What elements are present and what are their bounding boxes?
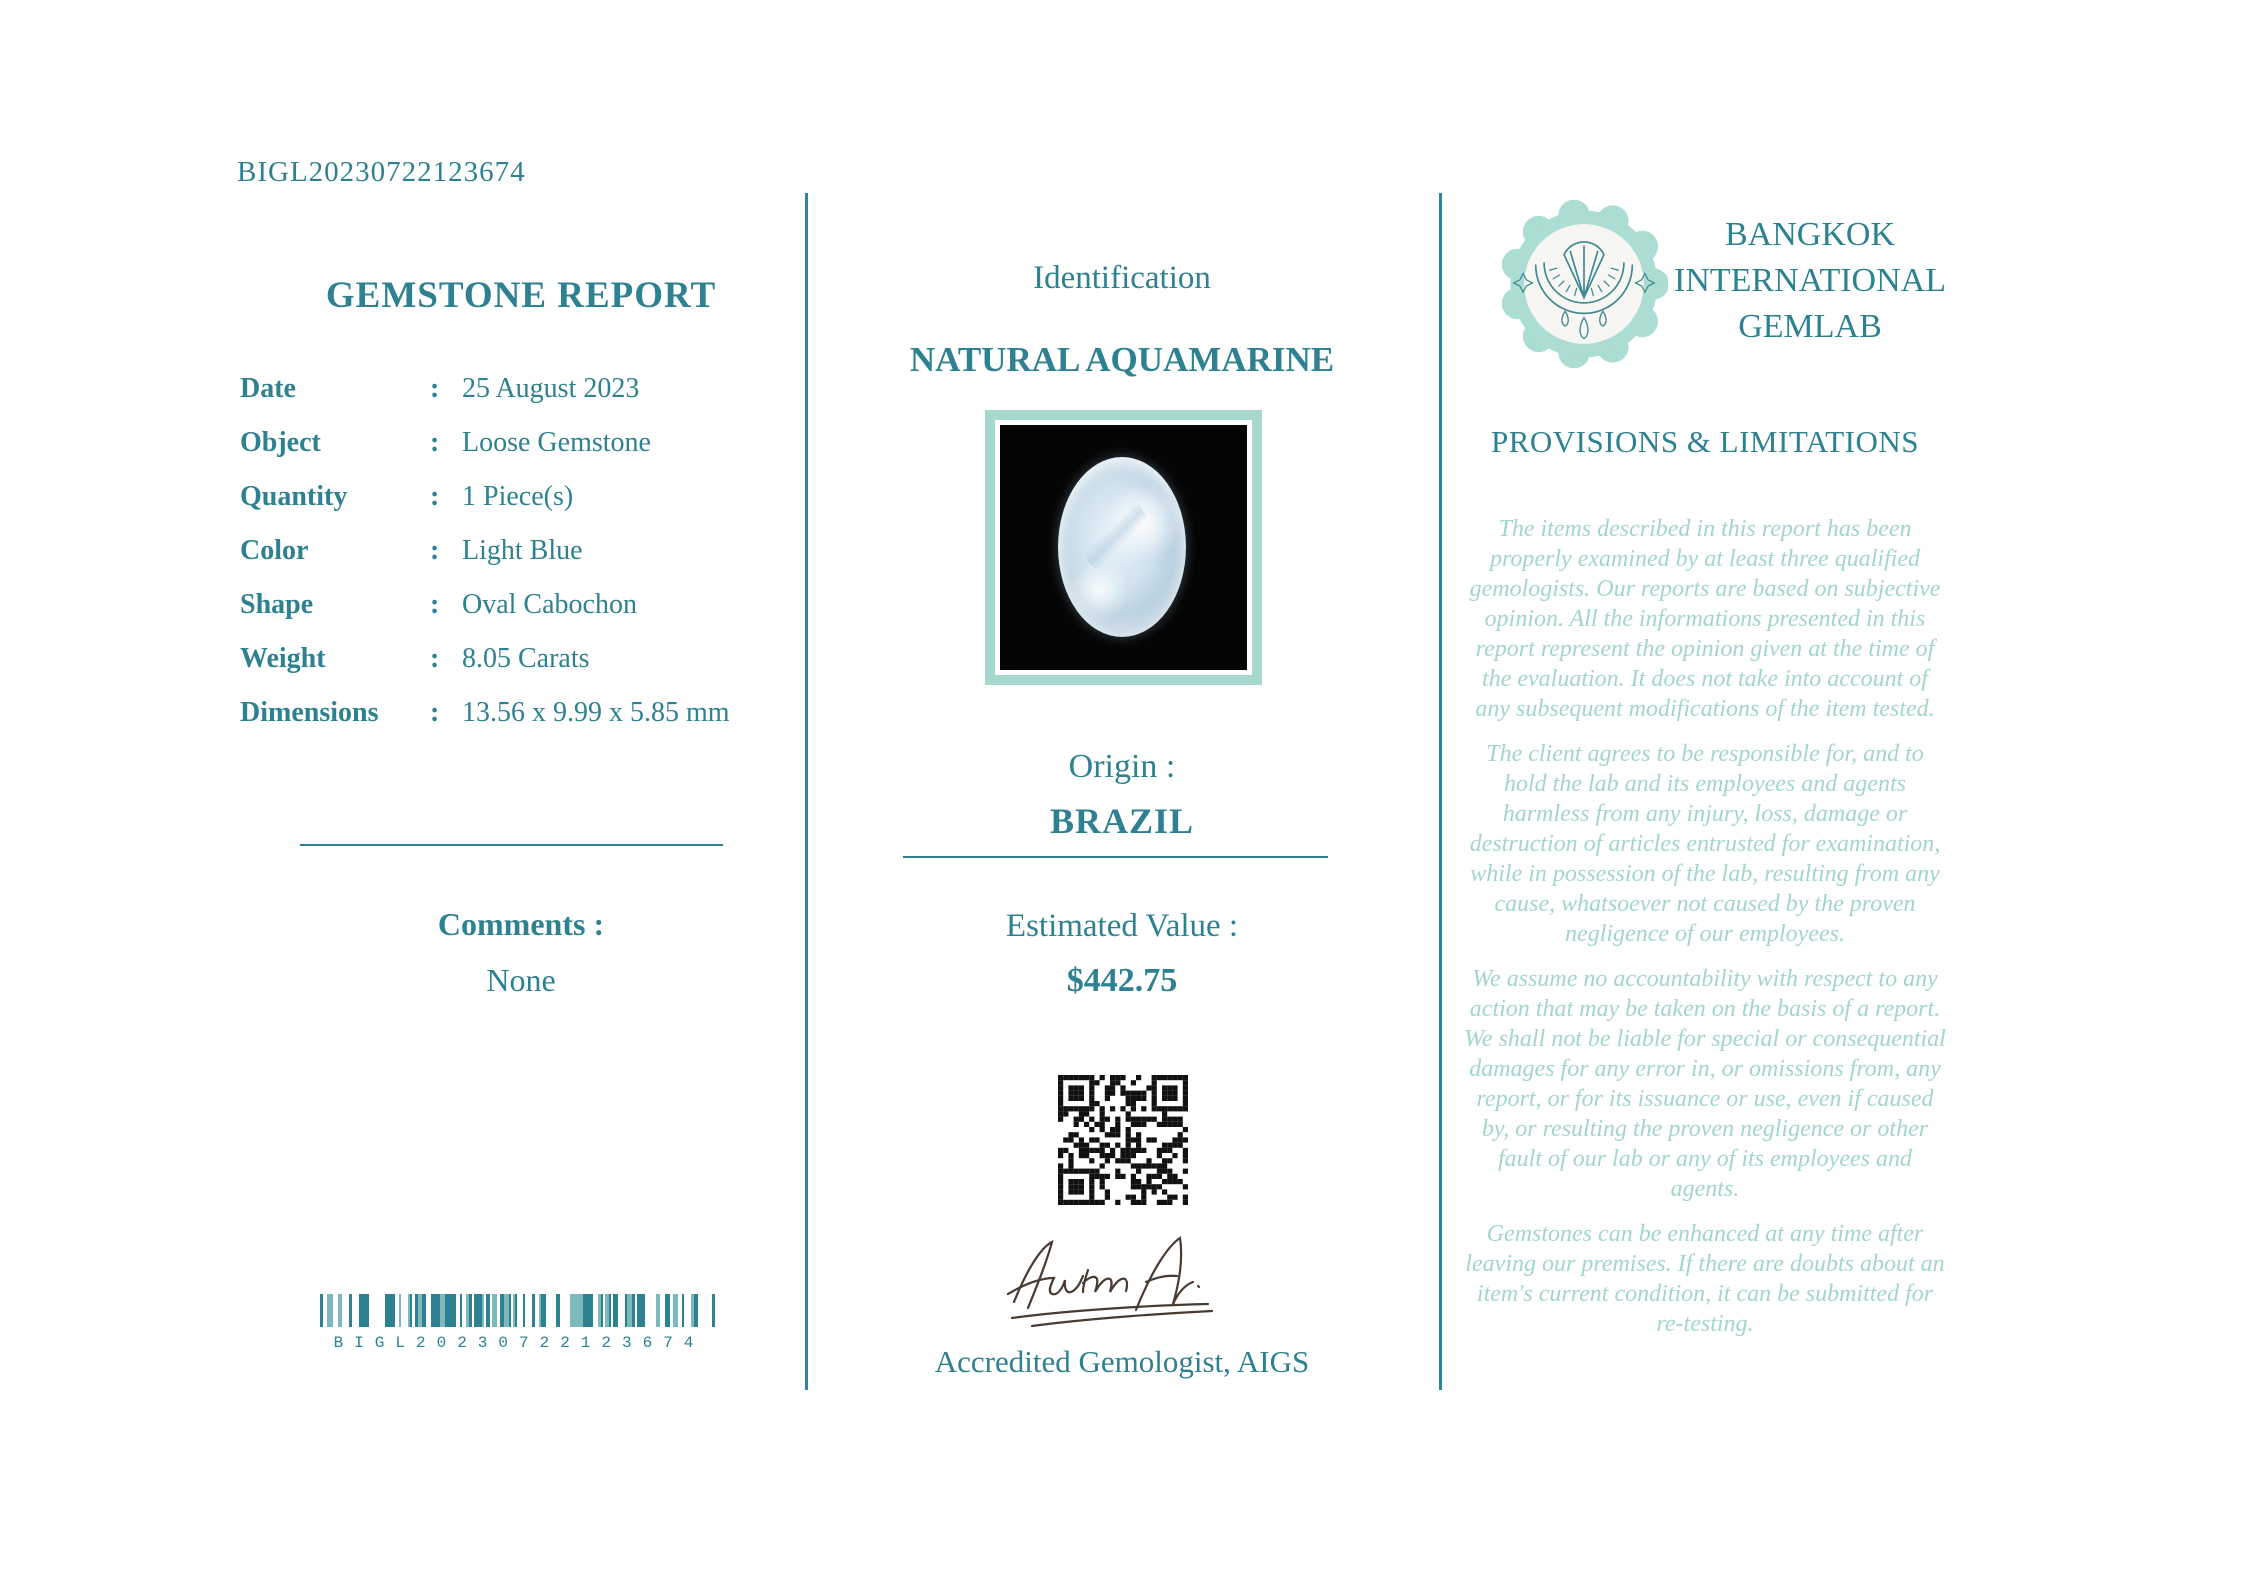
field-row-weight: [240, 632, 770, 686]
field-label: Color: [240, 535, 309, 566]
left-section-divider-line: [300, 844, 723, 846]
field-value: 13.56 x 9.99 x 5.85 mm: [462, 697, 730, 728]
report-title: GEMSTONE REPORT: [325, 275, 717, 316]
comments-label: Comments :: [437, 906, 605, 942]
barcode-bars-image: [320, 1294, 718, 1327]
field-label: Object: [240, 427, 321, 458]
field-label: Shape: [240, 589, 314, 620]
middle-section-divider-line: [903, 856, 1328, 858]
barcode: [320, 1294, 718, 1352]
field-colon: :: [430, 373, 440, 404]
provisions-paragraph-2: The client agrees to be responsible for, and to hold the lab and its employees and agents harmless from any injury, loss, damage or destruction of articles entrusted for examination, while in possession of the lab, resulting from any cause, whatsoever not caused by the proven negligence of our employees.: [1469, 741, 1941, 947]
report-fields: [240, 362, 770, 740]
field-value: 1 Piece(s): [462, 481, 574, 512]
provisions-paragraph-3: We assume no accountability with respect to any action that may be taken on the basis of a report. We shall not be liable for special or consequential damages for any error in, or omissions from, any report, or for its issuance or use, even if caused by, or resulting the proven negligence or other fault of our lab or any of its employees and agents.: [1464, 966, 1946, 1202]
lab-logo: [1500, 200, 1668, 368]
qr-code: [1058, 1075, 1188, 1205]
gem-name: NATURAL AQUAMARINE: [909, 340, 1335, 379]
estimated-value-amount: $442.75: [1066, 962, 1178, 999]
gemologist-signature: [1000, 1220, 1260, 1335]
field-value: Loose Gemstone: [462, 427, 651, 458]
field-row-dimensions: [240, 686, 770, 740]
field-value: Light Blue: [462, 535, 583, 566]
field-label: Dimensions: [240, 697, 379, 728]
column-divider-right: [1439, 193, 1442, 1390]
field-row-date: [240, 362, 770, 416]
field-colon: :: [430, 481, 440, 512]
field-label: Date: [240, 373, 296, 404]
lab-name-line-3: GEMLAB: [1738, 308, 1882, 345]
provisions-paragraph-1: The items described in this report has been properly examined by at least three qualified gemologists. Our reports are based on subjective opinion. All the informations presented in this report represent the opinion given at the time of the evaluation. It does not take into account of any subsequent modifications of the item tested.: [1469, 516, 1941, 722]
field-row-color: [240, 524, 770, 578]
lab-name: [1662, 212, 1958, 350]
gem-photo: [995, 420, 1252, 675]
field-value: 8.05 Carats: [462, 643, 590, 674]
identification-section-title: Identification: [1033, 260, 1211, 296]
field-value: Oval Cabochon: [462, 589, 637, 620]
gemologist-title-line: Accredited Gemologist, AIGS: [934, 1344, 1310, 1379]
gem-stone-image: [1058, 457, 1186, 637]
field-row-shape: [240, 578, 770, 632]
origin-value: BRAZIL: [1049, 801, 1195, 841]
field-label: Quantity: [240, 481, 348, 512]
provisions-title: PROVISIONS & LIMITATIONS: [1490, 424, 1920, 459]
lab-name-line-1: BANGKOK: [1725, 216, 1895, 253]
field-row-quantity: [240, 470, 770, 524]
field-row-object: [240, 416, 770, 470]
field-colon: :: [430, 697, 440, 728]
gem-photo-frame: [985, 410, 1262, 685]
comments-value: None: [486, 962, 556, 998]
field-colon: :: [430, 643, 440, 674]
field-value: 25 August 2023: [462, 373, 640, 404]
barcode-text: BIGL20230722123674: [333, 1334, 705, 1352]
field-label: Weight: [240, 643, 326, 674]
field-colon: :: [430, 427, 440, 458]
provisions-paragraphs: [1462, 514, 1948, 1354]
report-number: BIGL20230722123674: [237, 156, 526, 188]
estimated-value-label: Estimated Value :: [1005, 908, 1239, 944]
origin-label: Origin :: [1068, 748, 1176, 785]
lab-name-line-2: INTERNATIONAL: [1674, 262, 1946, 299]
field-colon: :: [430, 589, 440, 620]
provisions-paragraph-4: Gemstones can be enhanced at any time after leaving our premises. If there are doubts about an item's current condition, it can be submitted for re-testing.: [1465, 1221, 1945, 1337]
field-colon: :: [430, 535, 440, 566]
